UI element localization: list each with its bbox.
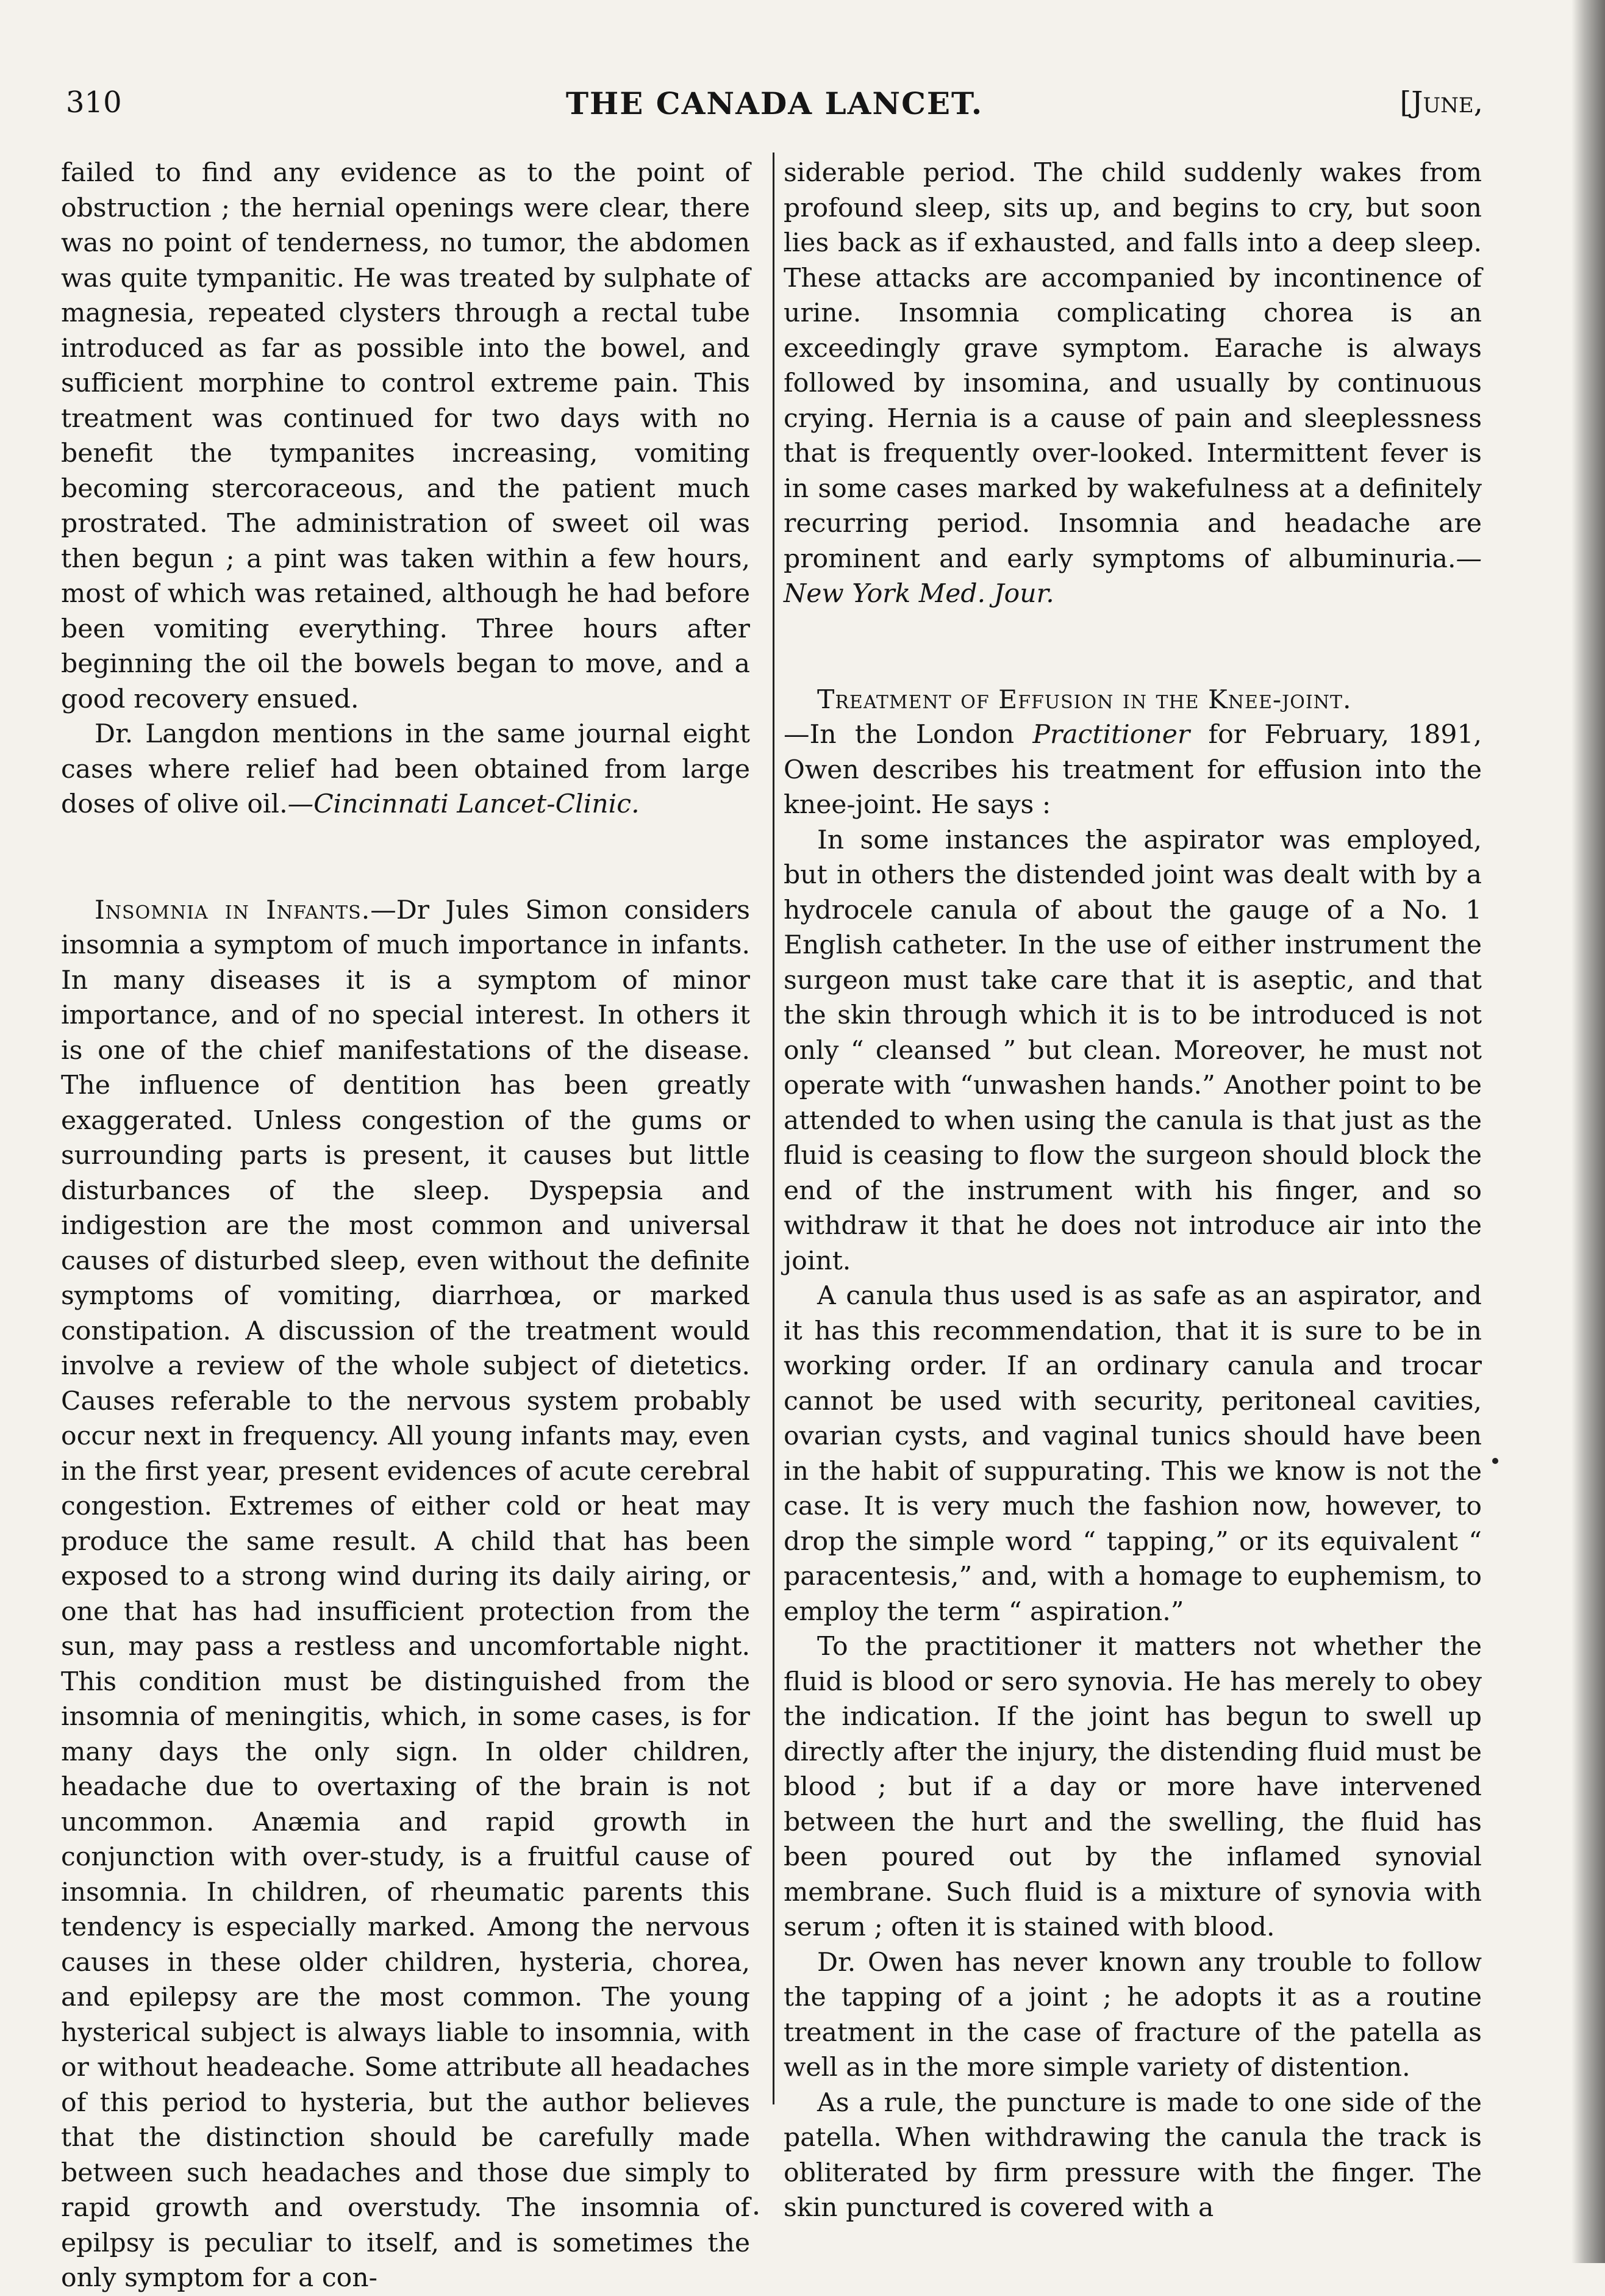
aspirator-paragraph: In some instances the aspirator was employed, but in others the distended joint was dealt with by a hydrocele canula of about the gauge of a No. 1 English catheter. In the use of either instrument the surgeon must take care that it is aseptic, and that the skin through which it is to be introduced is not only “ cleansed ” but clean. Moreover, he must not operate with “unwashen hands.” Another point to be attended to when using the canula is that just as the fluid is ceasing to flow the surgeon should block the end of the instrument with his finger, and so withdraw it that he does not introduce air into the joint.: [784, 825, 1482, 1276]
insomnia-heading: Insomnia in Infants.: [95, 895, 371, 925]
canula-paragraph: A canula thus used is as safe as an aspirator, and it has this recommendation, that it is sure to be in working order. If an ordinary canula and trocar cannot be used with security, peritoneal cavities, ovarian cysts, and vaginal tunics should have been in the habit of suppurating. This we know is not the case. It is very much the fashion now, however, to drop the simple word “ tapping,” or its equivalent “ paracentesis,” and, with a homage to euphemism, to employ the term “ aspiration.”: [784, 1281, 1482, 1627]
obstruction-case-paragraph: failed to find any evidence as to the point of obstruction ; the hernial openings were clear, there was no point of tenderness, no tumor, the abdomen was quite tympanitic. He was treated by sulphate of magnesia, repeated clysters through a rectal tube introduced as far as possible into the bowel, and sufficient morphine to control extreme pain. This treatment was continued for two days with no benefit the tympanites increasing, vomiting becoming stercoraceous, and the patient much prostrated. The administration of sweet oil was then begun ; a pint was taken within a few hours, most of which was retained, although he had before been vomiting everything. Three hours after beginning the oil the bowels began to move, and a good recovery ensued.: [61, 158, 750, 714]
column-divider: [773, 152, 774, 2104]
binding-shadow: [1571, 0, 1605, 2263]
running-title: THE CANADA LANCET.: [565, 85, 984, 121]
page-header: [66, 85, 1483, 134]
left-column: [61, 156, 750, 2296]
insomnia-body: —Dr Jules Simon considers insomnia a symptom of much importance in infants. In many diseases it is a symptom of minor importance, and of no special interest. In others it is one of the chief manifestations of the disease. The influence of dentition has been greatly exaggerated. Unless congestion of the gums or surrounding parts is present, it causes but little disturbances of the sleep. Dyspepsia and indigestion are the most common and universal causes of disturbed sleep, even without the definite symptoms of vomiting, diarrhœa, or marked constipation. A discussion of the treatment would involve a review of the whole subject of dietetics. Causes referable to the nervous system probably occur next in frequency. All young infants may, even in the first year, present evidences of acute cerebral congestion. Extremes of either cold or heat may produce the same result. A child that has been exposed to a strong wind during its daily airing, or one that has had insufficient protection from the sun, may pass a restless and uncomfortable night. This condition must be distinguished from the insomnia of meningitis, which, in some cases, is for many days the only sign. In older children, headache due to overtaxing of the brain is not uncommon. Anæmia and rapid growth in conjunction with over-study, is a fruitful cause of insomnia. In children, of rheumatic parents this tendency is especially marked. Among the nervous causes in these older children, hysteria, chorea, and epilepsy are the most common. The young hysterical subject is always liable to insomnia, with or without headeache. Some attribute all headaches of this period to hysteria, but the author believes that the distinction should be carefully made between such headaches and those due simply to rapid growth and overstudy. The insomnia of epilpsy is peculiar to itself, and is sometimes the only symptom for a con-: [61, 895, 750, 2293]
puncture-paragraph: As a rule, the puncture is made to one side of the patella. When withdrawing the canula the track is obliterated by firm pressure with the finger. The skin punctured is covered with a: [784, 2087, 1482, 2223]
knee-joint-heading: Treatment of Effusion in the Knee-joint.: [817, 684, 1352, 715]
ink-speck: [754, 2211, 758, 2215]
owen-paragraph: Dr. Owen has never known any trouble to follow the tapping of a joint ; he adopts it as a routine treatment in the case of fracture of the patella as well as in the more simple variety of distention.: [784, 1947, 1482, 2083]
insomnia-article: [61, 893, 750, 2296]
knee-intro-b: for February, 1891, Owen describes his treatment for effusion into the knee-joint. He says :: [784, 720, 1482, 820]
knee-intro-journal: Practitioner: [1032, 720, 1190, 750]
right-column: [784, 156, 1482, 2226]
insomnia-source: —New York Med. Jour.: [784, 544, 1482, 609]
issue-month: [June,: [1399, 85, 1483, 120]
insomnia-continuation-text: siderable period. The child suddenly wakes from profound sleep, sits up, and begins to cry, but soon lies back as if exhausted, and falls into a deep sleep. These attacks are accompanied by incontinence of urine. Insomnia complicating chorea is an exceedingly grave symptom. Earache is always followed by insomina, and usually by continuous crying. Hernia is a cause of pain and sleeplessness that is frequently over-looked. Intermittent fever is in some cases marked by wakefulness at a definitely recurring period. Insomnia and headache are prominent and early symptoms of albuminuria.: [784, 158, 1482, 574]
page-number: 310: [66, 85, 122, 120]
langdon-text: Dr. Langdon mentions in the same journal eight cases where relief had been obtained from large doses of olive oil.: [61, 719, 750, 819]
langdon-source: —Cincinnati Lancet-Clinic.: [287, 789, 640, 819]
knee-joint-intro: [784, 683, 1482, 823]
knee-intro-a: —In the London: [784, 720, 1033, 750]
ink-speck: [1492, 1458, 1498, 1464]
practitioner-paragraph: To the practitioner it matters not whether the fluid is blood or sero synovia. He has merely to obey the indication. If the joint has begun to swell up directly after the injury, the distending fluid must be blood ; but if a day or more have intervened between the hurt and the swelling, the fluid has been poured out by the inflamed synovial membrane. Such fluid is a mixture of synovia with serum ; often it is stained with blood.: [784, 1632, 1482, 1942]
langdon-paragraph: [61, 717, 750, 822]
insomnia-continuation: [784, 156, 1482, 612]
